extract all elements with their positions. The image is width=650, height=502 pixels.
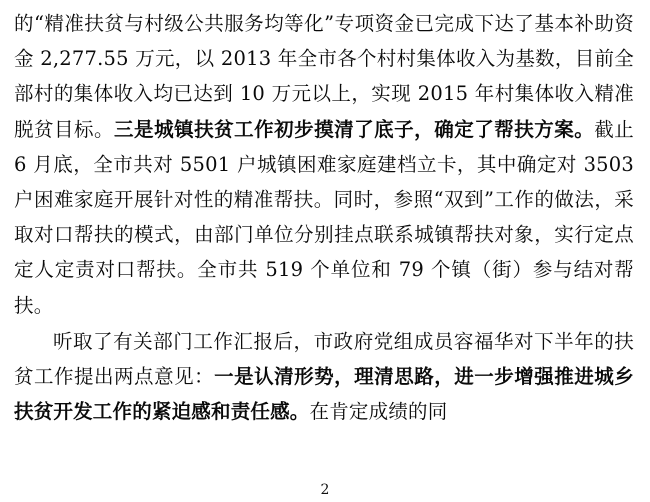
document-body	[14, 6, 634, 429]
text-run-bold: 三是城镇扶贫工作初步摸清了底子，确定了帮扶方案。	[114, 117, 595, 141]
text-run-normal: 在肯定成绩的同	[309, 400, 448, 424]
text-run-normal: 听取了有关部门工作汇报后，市政府党组成员容福华对下半年的扶贫工作提出两点意见：	[14, 329, 634, 389]
text-run-bold: 一是认清形势，理清思路，进一步增强推进城乡扶贫开发工作的紧迫感和责任感。	[14, 365, 634, 424]
text-run-normal: 截止 6 月底，全市共对 5501 户城镇困难家庭建档立卡，其中确定对 3503 户困难家庭开展针对性的精准帮扶。同时，参照“双到”工作的做法，采取对口帮扶的模式，由部门单位分别挂点联系城镇帮扶对象，实行定点定人定责对口帮扶。全市共 519 个单位和 79 个镇（街）参与结对帮扶。	[14, 117, 634, 317]
paragraph-2	[14, 324, 634, 430]
text-run-normal: 的“精准扶贫与村级公共服务均等化”专项资金已完成下达了基本补助资金 2,277.55 万元，以 2013 年全市各个村村集体收入为基数，目前全部村的集体收入均已达到 10 万元以上，实现 2015 年村集体收入精准脱贫目标。	[14, 12, 634, 141]
paragraph-1	[14, 6, 634, 323]
page-number: 2	[320, 482, 330, 498]
